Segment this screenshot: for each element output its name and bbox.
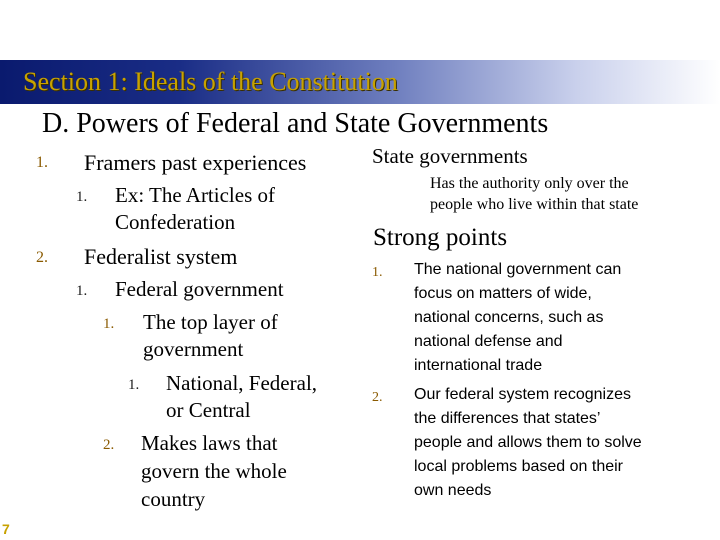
strong-point-line: international trade bbox=[414, 357, 543, 374]
list-item-articles-cont: Confederation bbox=[115, 210, 236, 234]
list-number: 2. bbox=[36, 249, 48, 266]
strong-point-line: The national government can bbox=[414, 261, 622, 278]
strong-point-line: the differences that states’ bbox=[414, 410, 601, 427]
list-number: 1. bbox=[36, 154, 48, 171]
strong-point-line: national defense and bbox=[414, 333, 563, 350]
list-number: 2. bbox=[103, 437, 115, 453]
list-number: 1. bbox=[128, 377, 140, 393]
list-number: 1. bbox=[76, 189, 88, 205]
list-number: 1. bbox=[76, 283, 88, 299]
list-item-makes-laws-cont: govern the whole bbox=[141, 459, 287, 483]
strong-point-line: focus on matters of wide, bbox=[414, 285, 592, 302]
list-item-articles: Ex: The Articles of bbox=[115, 183, 275, 207]
slide-number: 7 bbox=[2, 521, 10, 537]
slide-title: D. Powers of Federal and State Governments bbox=[42, 108, 549, 139]
list-item-federal-government: Federal government bbox=[115, 277, 284, 301]
list-item-national-cont: or Central bbox=[166, 398, 251, 422]
strong-point-line: people and allows them to solve bbox=[414, 434, 642, 451]
state-desc-line: Has the authority only over the bbox=[430, 175, 629, 192]
list-number: 1. bbox=[372, 265, 383, 280]
list-number: 2. bbox=[372, 390, 383, 405]
list-number: 1. bbox=[103, 316, 115, 332]
list-item-makes-laws: Makes laws that bbox=[141, 431, 278, 455]
list-item-top-layer: The top layer of bbox=[143, 310, 278, 334]
strong-point-line: own needs bbox=[414, 482, 492, 499]
list-item-national: National, Federal, bbox=[166, 371, 318, 395]
state-desc-line: people who live within that state bbox=[430, 196, 639, 213]
strong-point-line: national concerns, such as bbox=[414, 309, 604, 326]
list-item-top-layer-cont: government bbox=[143, 337, 244, 361]
list-item-makes-laws-end: country bbox=[141, 487, 206, 511]
list-item-framers: Framers past experiences bbox=[84, 150, 307, 175]
section-title: Section 1: Ideals of the Constitution bbox=[23, 67, 398, 96]
strong-points-heading: Strong points bbox=[373, 224, 508, 251]
list-item-federalist: Federalist system bbox=[84, 244, 238, 269]
strong-point-line: Our federal system recognizes bbox=[414, 386, 631, 403]
state-governments-heading: State governments bbox=[372, 144, 528, 168]
strong-point-line: local problems based on their bbox=[414, 458, 624, 475]
